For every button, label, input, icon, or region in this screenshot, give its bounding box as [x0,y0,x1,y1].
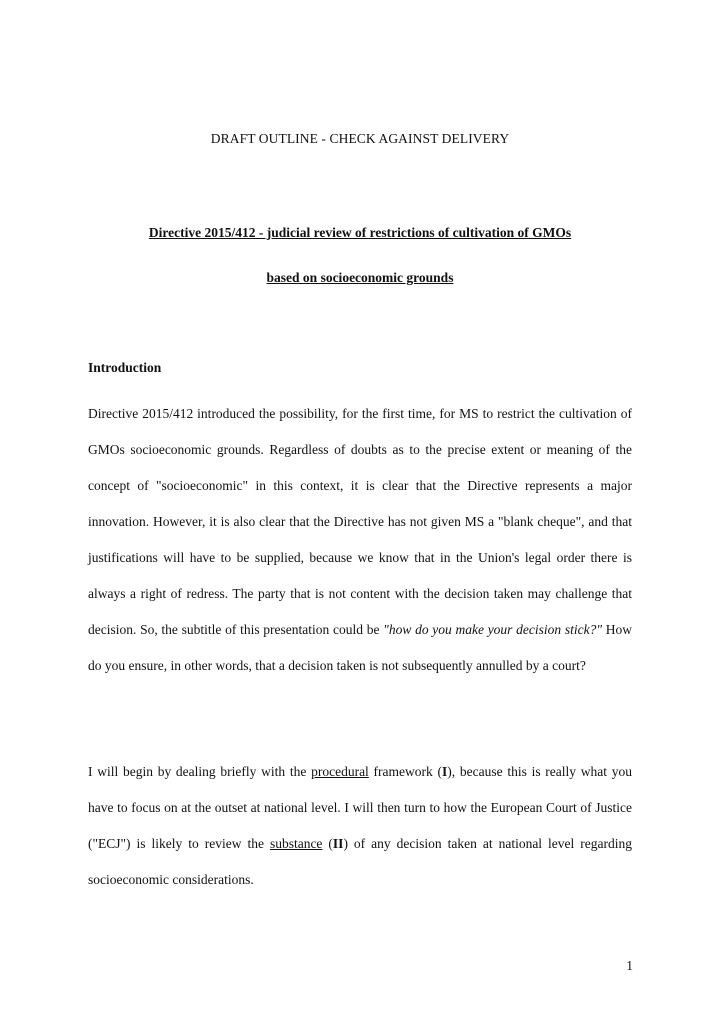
paragraph-2-underlined-procedural: procedural [311,764,369,779]
paragraph-2-text-a: I will begin by dealing briefly with the [88,764,312,779]
paragraph-2-text-d: ( [322,836,333,851]
document-title-line-2: based on socioeconomic grounds [266,270,454,285]
paragraph-1-italic-subtitle: "how do you make your decision stick?" [383,622,603,637]
draft-header: DRAFT OUTLINE - CHECK AGAINST DELIVERY [210,131,510,146]
introduction-paragraph-2 [88,754,632,898]
paragraph-2-underlined-substance: substance [269,836,323,851]
paragraph-2-text-b: framework ( [368,764,442,779]
paragraph-2-text-c: ), because this is really what you have to focus on at the outset at national level. I will then turn to how the European Court of Justice ("ECJ") is likely to review the [88,764,633,851]
section-heading-introduction: Introduction [88,360,162,375]
page-number: 1 [626,958,633,973]
paragraph-2-text-e: ) of any decision taken at national level regarding socioeconomic considerations. [88,836,633,887]
paragraph-2-bold-roman-one: I [442,764,448,779]
paragraph-2-bold-roman-two: II [332,836,344,851]
document-title-line-1: Directive 2015/412 - judicial review of restrictions of cultivation of GMOs [148,225,572,240]
introduction-paragraph-1 [88,396,632,684]
paragraph-1-text-b: How do you ensure, in other words, that a decision taken is not subsequently annulled by a court? [88,622,632,673]
paragraph-1-text-a: Directive 2015/412 introduced the possibility, for the first time, for MS to restrict the cultivation of GMOs socioeconomic grounds. Regardless of doubts as to the precise extent or meaning of the concept of "socioeconomic" in this context, it is clear that the Directive represents a major innovation. However, it is also clear that the Directive has not given MS a "blank cheque", and that justifications will have to be supplied, because we know that in the Union's legal order there is always a right of redress. The party that is not content with the decision taken may challenge that decision. So, the subtitle of this presentation could be [88,406,632,637]
